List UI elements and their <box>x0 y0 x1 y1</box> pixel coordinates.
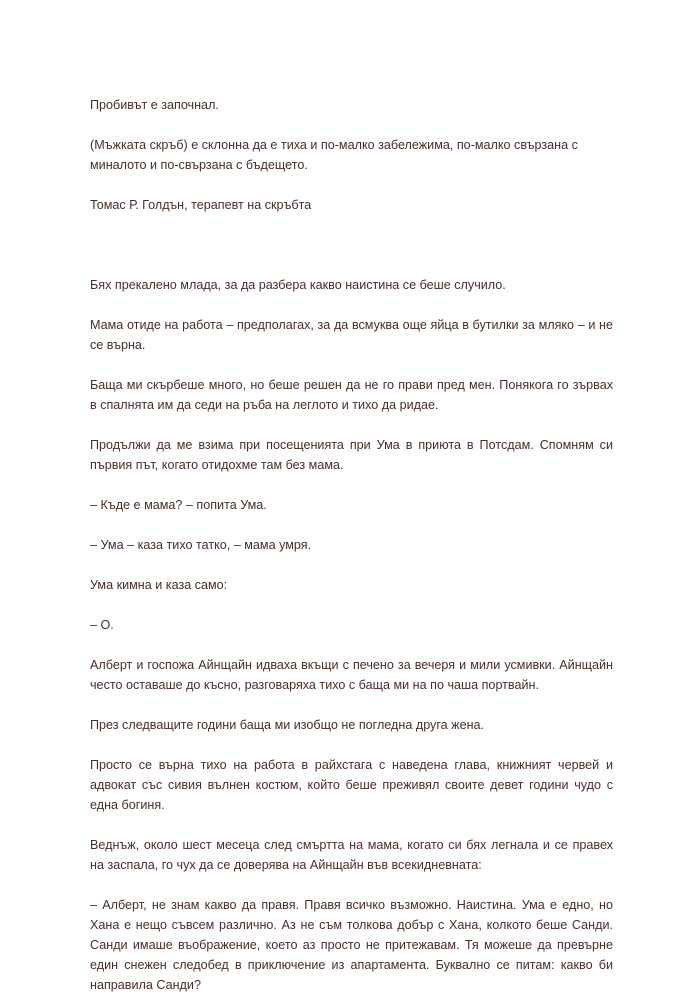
section-spacer <box>90 235 613 275</box>
body-paragraph: Бях прекалено млада, за да разбера какво наистина се беше случило. <box>90 278 506 292</box>
epigraph-quote: (Мъжката скръб) е склонна да е тиха и по-малко забележима, по-малко свързана с миналото и по-свързана с бъдещето. <box>90 138 578 172</box>
epigraph-attribution: Томас Р. Голдън, терапевт на скръбта <box>90 198 312 212</box>
body-paragraph: Алберт и госпожа Айнщайн идваха вкъщи с печено за вечеря и мили усмивки. Айнщайн често оставаше до късно, разговаряха тихо с баща ми на по чаша портвайн. <box>90 658 613 692</box>
dialogue-line: – О. <box>90 618 114 632</box>
body-paragraph: Баща ми скърбеше много, но беше решен да не го прави пред мен. Понякога го зървах в спалнята им да седи на ръба на леглото и тихо да ридае. <box>90 378 613 412</box>
body-paragraph: Ума кимна и каза само: <box>90 578 228 592</box>
dialogue-line: – Къде е мама? – попита Ума. <box>90 498 267 512</box>
body-paragraph: Мама отиде на работа – предполагах, за да всмуква още яйца в бутилки за мляко – и не се върна. <box>90 318 613 352</box>
body-paragraph: През следващите години баща ми изобщо не погледна друга жена. <box>90 718 485 732</box>
epigraph-heading: Пробивът е започнал. <box>90 98 219 112</box>
body-paragraph: Продължи да ме взима при посещенията при Ума в приюта в Потсдам. Спомням си първия път, когато отидохме там без мама. <box>90 438 613 472</box>
body-paragraph: Просто се върна тихо на работа в райхстага с наведена глава, книжният червей и адвокат със сивия вълнен костюм, който беше преживял своите девет години чудо с една богиня. <box>90 758 613 812</box>
dialogue-paragraph: – Алберт, не знам какво да правя. Правя всичко възможно. Наистина. Ума е едно, но Хана е нещо съвсем различно. Аз не съм толкова добър с Хана, колкото беше Санди. Санди имаше въображение, което аз просто не притежавам. Тя можеше да превърне един снежен следобед в приключение из апартамента. Буквално се питам: какво би направила Санди? <box>90 898 613 992</box>
dialogue-line: – Ума – каза тихо татко, – мама умря. <box>90 538 312 552</box>
body-paragraph: Веднъж, около шест месеца след смъртта на мама, когато си бях легнала и се правех на заспала, го чух да се доверява на Айнщайн във всекидневната: <box>90 838 613 872</box>
